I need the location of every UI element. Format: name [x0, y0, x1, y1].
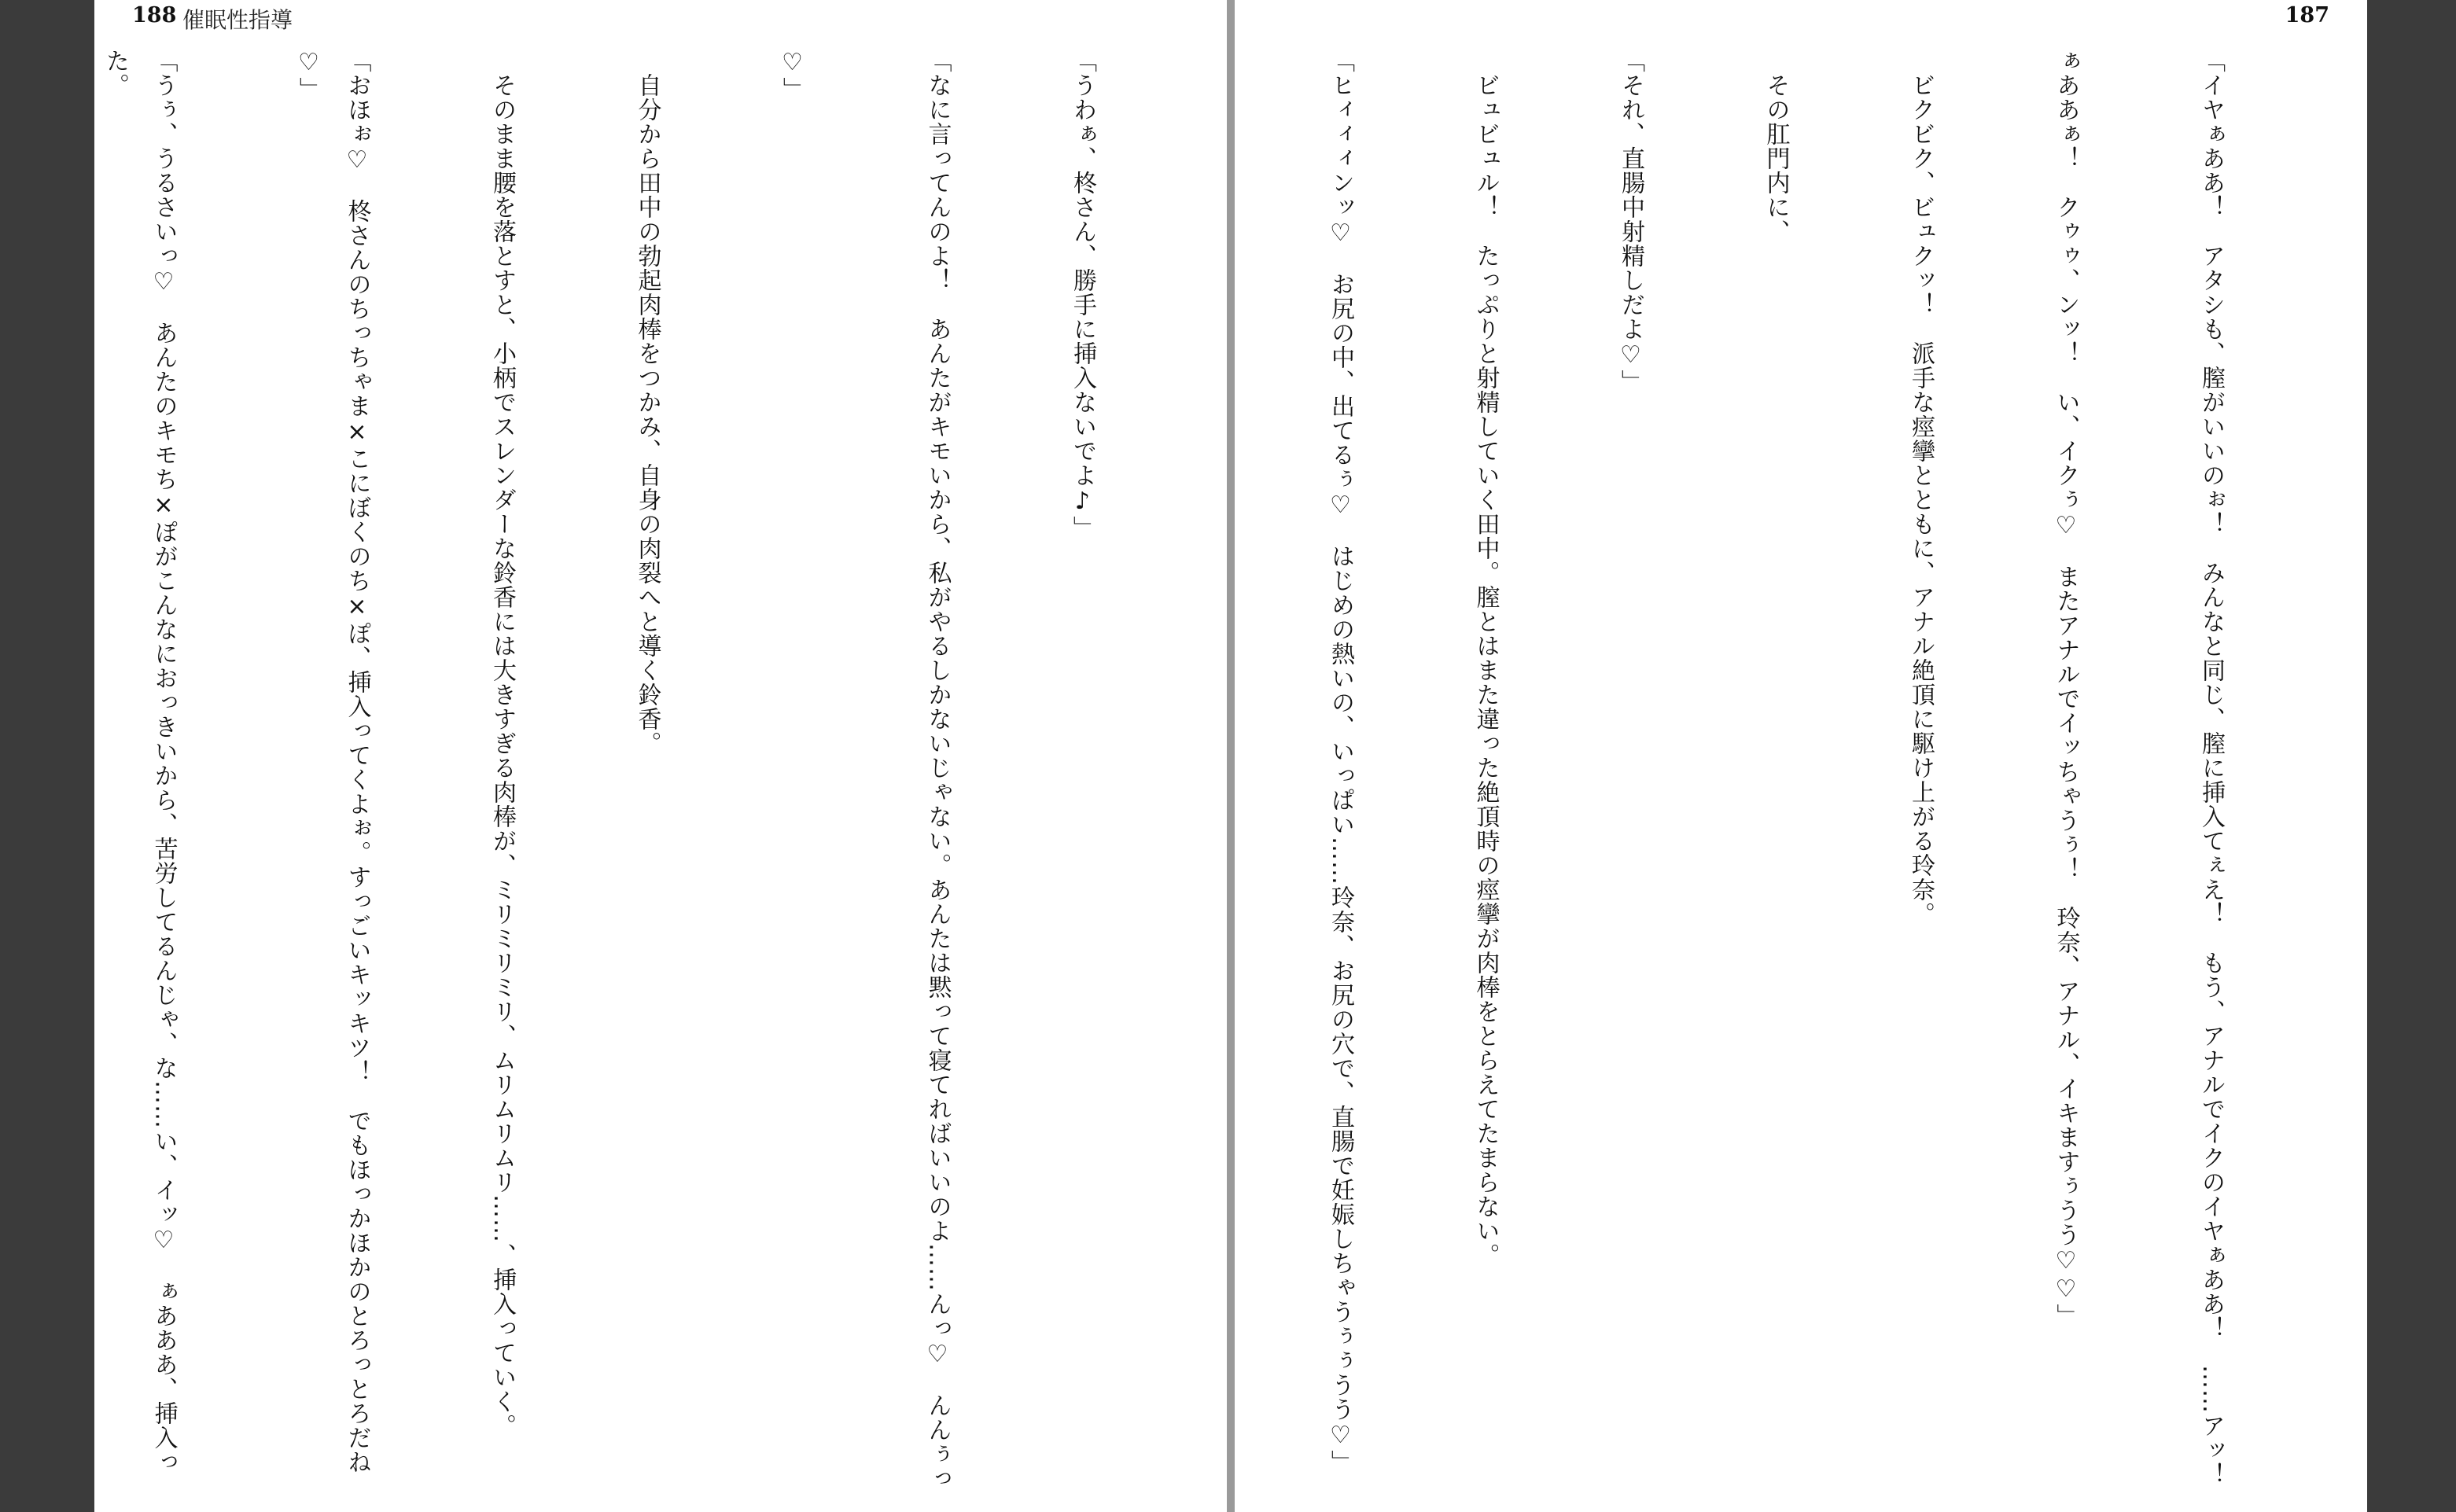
page-gutter: [1227, 0, 1235, 1512]
body-text-left: [101, 49, 1203, 1496]
text-line: 「なに言ってんのよ！ あんたがキモいから、私がやるしかないじゃない。あんたは黙って寝てればいいのよ……んっ♡ んんぅっ: [923, 49, 952, 1491]
text-line: 「イヤぁああ！ アタシも、膣がいいのぉ！ みんなと同じ、膣に挿入てぇえ！ もう、アナルでイクのイヤぁああ！ ……アッ！: [2197, 49, 2225, 1487]
text-line: その肛門内に、: [1762, 49, 1790, 244]
text-line: ♡」: [779, 49, 806, 101]
text-line: 「うぅ、うるさいっ♡ あんたのキモち×ぽがこんなにおっきいから、苦労してるんじゃ、な……い、イッ♡ ぁあああ、挿入った。: [101, 49, 178, 1474]
text-line: ぁああぁ！ クゥゥ、ンッ！ い、イクぅ♡ またアナルでイッちゃうぅ！ 玲奈、アナル、イキますぅうう♡♡」: [2052, 49, 2080, 1328]
text-line: 「それ、直腸中射精しだよ♡」: [1617, 49, 1644, 394]
page-number-right: 187: [2285, 3, 2329, 28]
page-number-left: 188: [132, 3, 177, 28]
text-line: ビュビュル！ たっぷりと射精していく田中。膣とはまた違った絶頂時の痙攣が肉棒をとらえてたまらない。: [1471, 49, 1500, 1267]
body-text-right: [1266, 49, 2332, 1496]
text-line: ビクビク、ビュクッ！ 派手な痙攣とともに、アナル絶頂に駆け上がる玲奈。: [1907, 49, 1935, 926]
text-line: 「おほぉ♡ 柊さんのちっちゃま×こにぼくのち×ぽ、挿入ってくよぉ。すっごいキッキツ！ でもほっかほかのとろっとろだね♡」: [295, 49, 371, 1474]
right-page: [1235, 0, 2367, 1512]
left-page: [94, 0, 1227, 1512]
running-head: 催眠性指導: [182, 7, 293, 33]
text-line: そのまま腰を落とすと、小柄でスレンダーな鈴香には大きすぎる肉棒が、ミリミリミリ、ムリムリムリ……、挿入っていく。: [488, 49, 516, 1438]
text-line: 「うわぁ、柊さん、勝手に挿入ないでよ♪」: [1069, 49, 1096, 540]
text-line: 「ヒィィィンッ♡ お尻の中、出てるぅ♡ はじめの熱いの、いっぱい……玲奈、お尻の穴で、直腸で妊娠しちゃうぅぅうう♡」: [1327, 49, 1354, 1474]
text-line: 自分から田中の勃起肉棒をつかみ、自身の肉裂へと導く鈴香。: [633, 49, 661, 756]
